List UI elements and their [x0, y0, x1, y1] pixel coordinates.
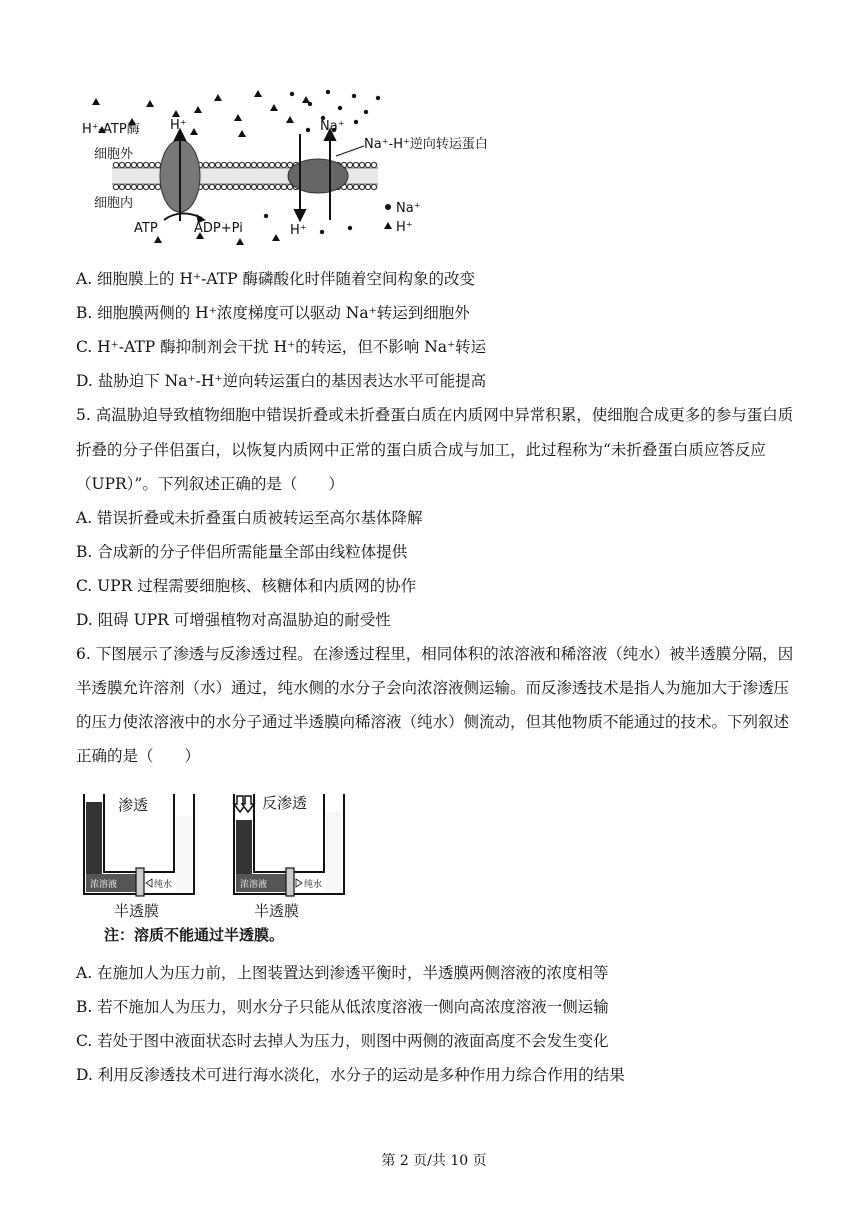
- phospholipid-head: [347, 162, 352, 167]
- phospholipid-head: [269, 184, 274, 189]
- phospholipid-head: [257, 162, 262, 167]
- q5-stem-line-3: （UPR）”。下列叙述正确的是（ ）: [76, 475, 344, 493]
- osmosis-water-label: 纯水: [154, 880, 173, 890]
- reverse-conc-label: 浓溶液: [240, 880, 268, 890]
- phospholipid-head: [359, 162, 364, 167]
- phospholipid-head: [353, 162, 358, 167]
- phospholipid-head: [227, 162, 232, 167]
- q6-stem-line-3: 的压力使浓溶液中的水分子通过半透膜向稀溶液（纯水）侧流动，但其他物质不能通过的技术。下列叙述: [76, 713, 790, 731]
- label-h-plus-top: H⁺: [170, 118, 187, 133]
- figure-note: 注：溶质不能通过半透膜。: [104, 926, 285, 944]
- q6-stem-line-2: 半透膜允许溶剂（水）通过，纯水侧的水分子会向浓溶液侧运输。而反渗透技术是指人为施加大于渗透压: [76, 679, 790, 697]
- phospholipid-head: [245, 184, 250, 189]
- phospholipid-head: [155, 184, 160, 189]
- label-na-plus-top: Na⁺: [320, 119, 345, 134]
- phospholipid-head: [209, 162, 214, 167]
- na-h-antiporter-protein: [288, 159, 348, 193]
- q5-stem-line-2: 折叠的分子伴侣蛋白，以恢复内质网中正常的蛋白质合成与加工，此过程称为“未折叠蛋白质应答反应: [76, 441, 766, 459]
- osmosis-conc-label: 浓溶液: [90, 880, 118, 890]
- q5-option-a: A. 错误折叠或未折叠蛋白质被转运至高尔基体降解: [76, 509, 423, 527]
- reverse-membrane-label: 半透膜: [254, 902, 300, 920]
- phospholipid-head: [359, 184, 364, 189]
- q4-option-c: C. H⁺-ATP 酶抑制剂会干扰 H⁺的转运，但不影响 Na⁺转运: [76, 338, 487, 356]
- phospholipid-head: [119, 162, 124, 167]
- label-h-plus-bottom: H⁺: [290, 223, 307, 238]
- phospholipid-head: [221, 162, 226, 167]
- phospholipid-head: [233, 184, 238, 189]
- phospholipid-head: [137, 162, 142, 167]
- q6-option-d: D. 利用反渗透技术可进行海水淡化，水分子的运动是多种作用力综合作用的结果: [76, 1066, 625, 1084]
- phospholipid-head: [275, 184, 280, 189]
- phospholipid-head: [263, 162, 268, 167]
- phospholipid-head: [269, 162, 274, 167]
- phospholipid-head: [353, 184, 358, 189]
- label-antiporter: Na⁺-H⁺逆向转运蛋白: [364, 137, 488, 152]
- phospholipid-head: [113, 162, 118, 167]
- inside-particles: [154, 214, 352, 245]
- phospholipid-head: [365, 184, 370, 189]
- phospholipid-head: [113, 184, 118, 189]
- phospholipid-head: [149, 184, 154, 189]
- label-inside: 细胞内: [94, 196, 134, 211]
- phospholipid-head: [215, 184, 220, 189]
- membrane-transport-figure: [78, 86, 518, 246]
- phospholipid-head: [143, 162, 148, 167]
- q5-option-b: B. 合成新的分子伴侣所需能量全部由线粒体提供: [76, 543, 408, 561]
- phospholipid-head: [245, 162, 250, 167]
- phospholipid-head: [371, 184, 376, 189]
- phospholipid-head: [251, 162, 256, 167]
- phospholipid-head: [347, 184, 352, 189]
- phospholipid-head: [143, 184, 148, 189]
- phospholipid-head: [281, 162, 286, 167]
- label-adp-pi: ADP+Pi: [194, 221, 243, 236]
- legend-na: Na⁺: [396, 201, 421, 216]
- phospholipid-head: [257, 184, 262, 189]
- phospholipid-head: [365, 162, 370, 167]
- phospholipid-head: [251, 184, 256, 189]
- phospholipid-head: [287, 162, 292, 167]
- osmosis-figure: [80, 788, 380, 948]
- phospholipid-head: [149, 162, 154, 167]
- phospholipid-head: [125, 184, 130, 189]
- phospholipid-head: [203, 184, 208, 189]
- phospholipid-head: [233, 162, 238, 167]
- q6-option-a: A. 在施加人为压力前，上图装置达到渗透平衡时，半透膜两侧溶液的浓度相等: [76, 964, 609, 982]
- q5-stem-line-1: 5. 高温胁迫导致植物细胞中错误折叠或未折叠蛋白质在内质网中异常积累，使细胞合成更多的参与蛋白质: [76, 406, 794, 424]
- phospholipid-head: [215, 162, 220, 167]
- phospholipid-head: [239, 162, 244, 167]
- q5-option-d: D. 阻碍 UPR 可增强植物对高温胁迫的耐受性: [76, 611, 391, 629]
- q4-option-b: B. 细胞膜两侧的 H⁺浓度梯度可以驱动 Na⁺转运到细胞外: [76, 304, 470, 322]
- phospholipid-head: [371, 162, 376, 167]
- reverse-water-label: 纯水: [304, 880, 323, 890]
- osmosis-membrane-label: 半透膜: [114, 902, 160, 920]
- q4-option-a: A. 细胞膜上的 H⁺-ATP 酶磷酸化时伴随着空间构象的改变: [76, 270, 475, 288]
- label-atp: ATP: [134, 221, 158, 236]
- q6-option-b: B. 若不施加人为压力，则水分子只能从低浓度溶液一侧向高浓度溶液一侧运输: [76, 998, 609, 1016]
- legend-h: H⁺: [396, 220, 413, 235]
- phospholipid-head: [239, 184, 244, 189]
- label-h-atp-enzyme: H⁺-ATP酶: [82, 122, 140, 137]
- q5-option-c: C. UPR 过程需要细胞核、核糖体和内质网的协作: [76, 577, 417, 595]
- phospholipid-head: [209, 184, 214, 189]
- phospholipid-head: [281, 184, 286, 189]
- pressure-arrow-icon: [234, 796, 254, 812]
- reverse-osmosis-title: 反渗透: [262, 794, 308, 812]
- phospholipid-head: [131, 162, 136, 167]
- phospholipid-head: [203, 162, 208, 167]
- q6-stem-line-1: 6. 下图展示了渗透与反渗透过程。在渗透过程里，相同体积的浓溶液和稀溶液（纯水）被半透膜分隔，因: [76, 645, 794, 663]
- phospholipid-head: [137, 184, 142, 189]
- q4-option-d: D. 盐胁迫下 Na⁺-H⁺逆向转运蛋白的基因表达水平可能提高: [76, 372, 487, 390]
- q6-stem-line-4: 正确的是（ ）: [76, 747, 201, 765]
- phospholipid-head: [263, 184, 268, 189]
- page-footer: 第 2 页/共 10 页: [381, 1153, 487, 1169]
- phospholipid-head: [131, 184, 136, 189]
- phospholipid-head: [221, 184, 226, 189]
- phospholipid-head: [287, 184, 292, 189]
- osmosis-title: 渗透: [118, 796, 149, 814]
- q6-option-c: C. 若处于图中液面状态时去掉人为压力，则图中两侧的液面高度不会发生变化: [76, 1032, 609, 1050]
- phospholipid-head: [125, 162, 130, 167]
- phospholipid-head: [275, 162, 280, 167]
- phospholipid-head: [119, 184, 124, 189]
- phospholipid-head: [155, 162, 160, 167]
- label-outside: 细胞外: [94, 147, 134, 162]
- phospholipid-head: [227, 184, 232, 189]
